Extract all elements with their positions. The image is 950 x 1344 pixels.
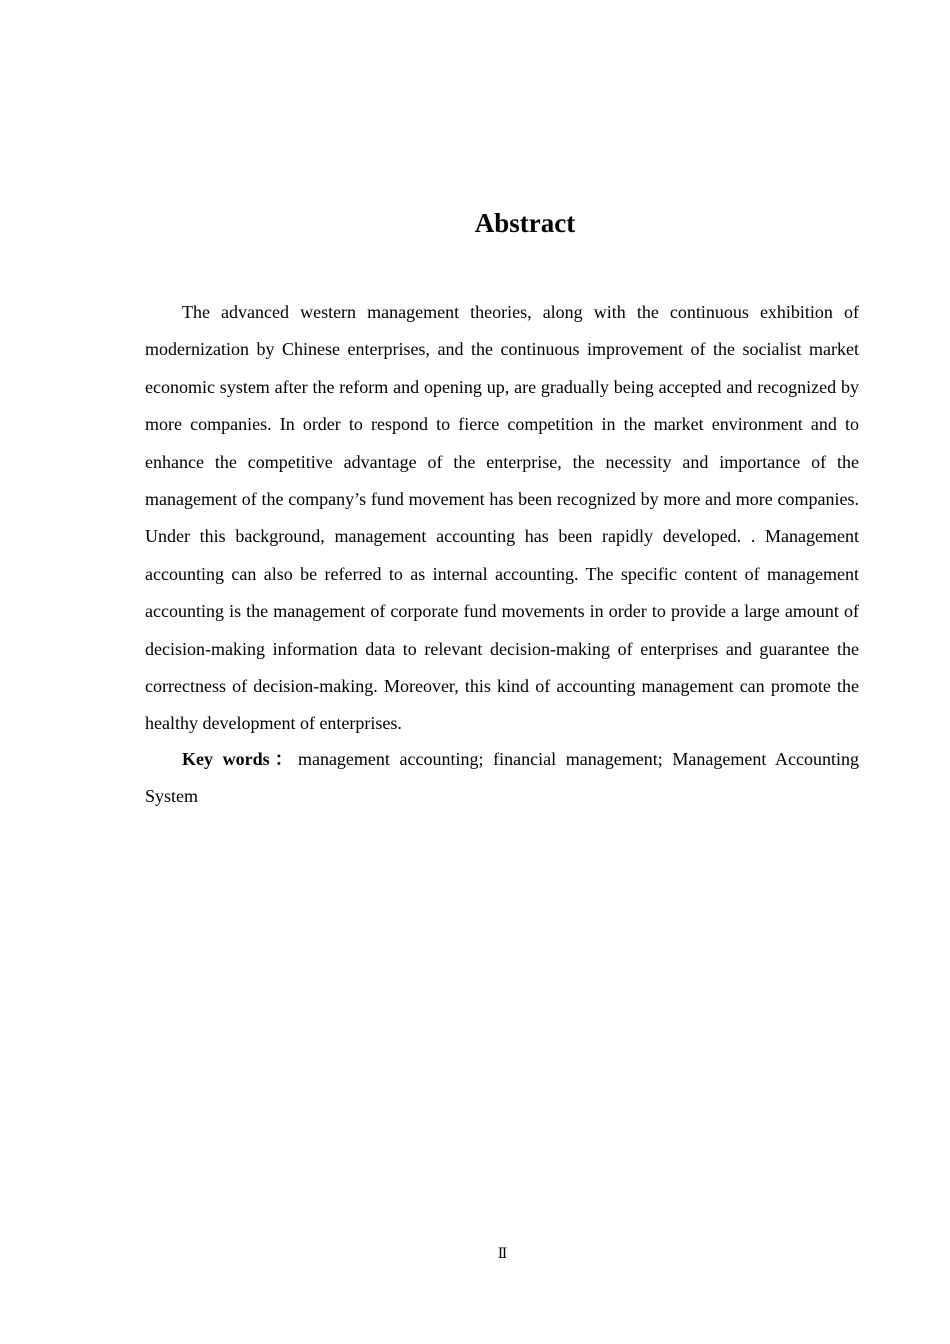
abstract-paragraph: The advanced western management theories, along with the continuous exhibition of modernization by Chinese enterprises, and the continuous improvement of the socialist market economic system after the reform and opening up, are gradually being accepted and recognized by more companies. In order to respond to fierce competition in the market environment and to enhance the competitive advantage of the enterprise, the necessity and importance of the management of the company’s fund movement has been recognized by more and more companies. Under this background, management accounting has been rapidly developed. . Management accounting can also be referred to as internal accounting. The specific content of management accounting is the management of corporate fund movements in order to provide a large amount of decision-making information data to relevant decision-making of enterprises and guarantee the correctness of decision-making. Moreover, this kind of accounting management can promote the healthy development of enterprises. [145,302,859,734]
keywords-label: Key words： [182,749,298,769]
keywords-text: management accounting; financial management; Management Accounting System [145,749,860,807]
keywords-paragraph [145,741,859,816]
page-number: Ⅱ [497,1247,508,1262]
page-title: Abstract [474,208,576,238]
